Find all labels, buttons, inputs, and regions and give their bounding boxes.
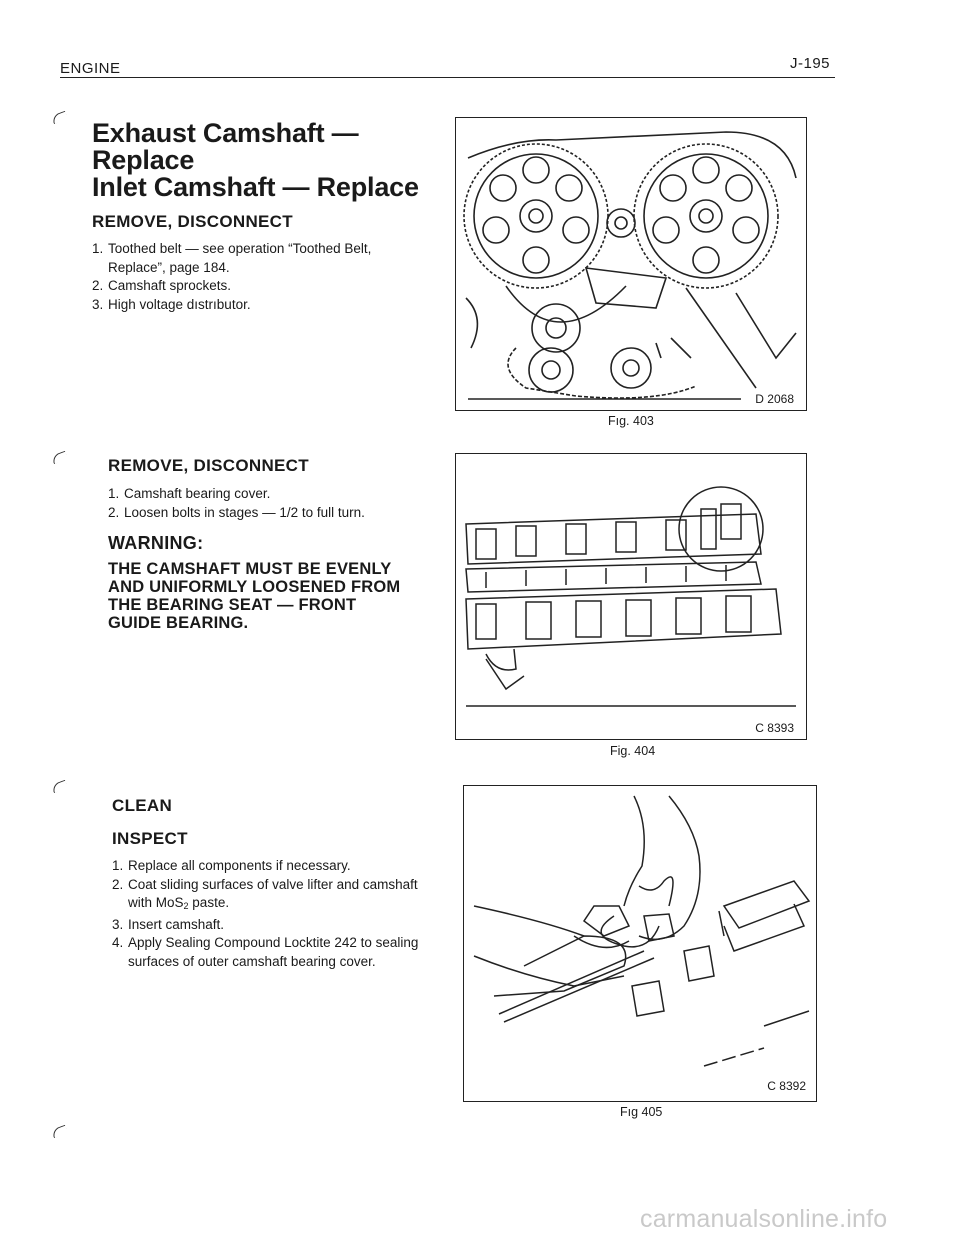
warning-title: WARNING: (108, 533, 204, 553)
section3-list (112, 857, 432, 971)
list-item: 2. Camshaft sprockets. (92, 278, 232, 293)
figure-404-bearing-cover (455, 453, 807, 740)
margin-mark (51, 1125, 68, 1139)
section-header: ENGINE (60, 60, 121, 77)
list-item: 1. Toothed belt — see operation “Toothed Belt, Replace”, page 184. (92, 241, 372, 275)
list-item: 2. Coat sliding surfaces of valve lifter and camshaft with MoS$_2$ paste. (112, 876, 418, 911)
warning-body: THE CAMSHAFT MUST BE EVENLY AND UNIFORMLY LOOSENED FROM THE BEARING SEAT — FRONT GUIDE BEARING. (108, 560, 401, 632)
figure-caption: Fıg 405 (620, 1105, 663, 1119)
list-item: 4. Apply Sealing Compound Locktite 242 to sealing surfaces of outer camshaft bearing cover. (112, 935, 419, 969)
section2-heading: REMOVE, DISCONNECT (108, 456, 309, 475)
list-item: 1. Replace all components if necessary. (112, 858, 351, 873)
page-title-line-1: Exhaust Camshaft — (92, 118, 359, 148)
page-title-line-3: Inlet Camshaft — Replace (92, 172, 419, 202)
figure-403-toothed-belt (455, 117, 807, 411)
clean-heading: CLEAN (112, 796, 173, 815)
list-item: 1. Camshaft bearing cover. (108, 486, 271, 501)
figure-caption: Fıg. 403 (608, 414, 654, 428)
figure-code: C 8392 (767, 1079, 806, 1093)
list-item: 3. High voltage dıstrıbutor. (92, 296, 251, 312)
page-number: J-195 (790, 55, 831, 72)
section2-list (108, 485, 428, 522)
hand-inspection-illustration (464, 786, 816, 1101)
figure-code: C 8393 (755, 721, 794, 735)
header-rule (60, 77, 835, 78)
page-title-line-2: Replace (92, 145, 195, 175)
margin-mark (51, 780, 68, 794)
watermark: carmanualsonline.info (640, 1205, 888, 1233)
list-item: 2. Loosen bolts in stages — 1/2 to full turn. (108, 504, 365, 520)
camshaft-sprockets-illustration (456, 118, 806, 410)
margin-mark (51, 451, 68, 465)
inspect-heading: INSPECT (112, 829, 188, 848)
figure-code: D 2068 (755, 392, 794, 406)
figure-caption: Fig. 404 (610, 744, 656, 758)
section1-list (92, 240, 422, 314)
list-item: 3. Insert camshaft. (112, 916, 225, 932)
figure-405-inspection (463, 785, 817, 1102)
margin-mark (51, 111, 68, 125)
bearing-cover-illustration (456, 454, 806, 739)
section1-heading: REMOVE, DISCONNECT (92, 212, 293, 231)
